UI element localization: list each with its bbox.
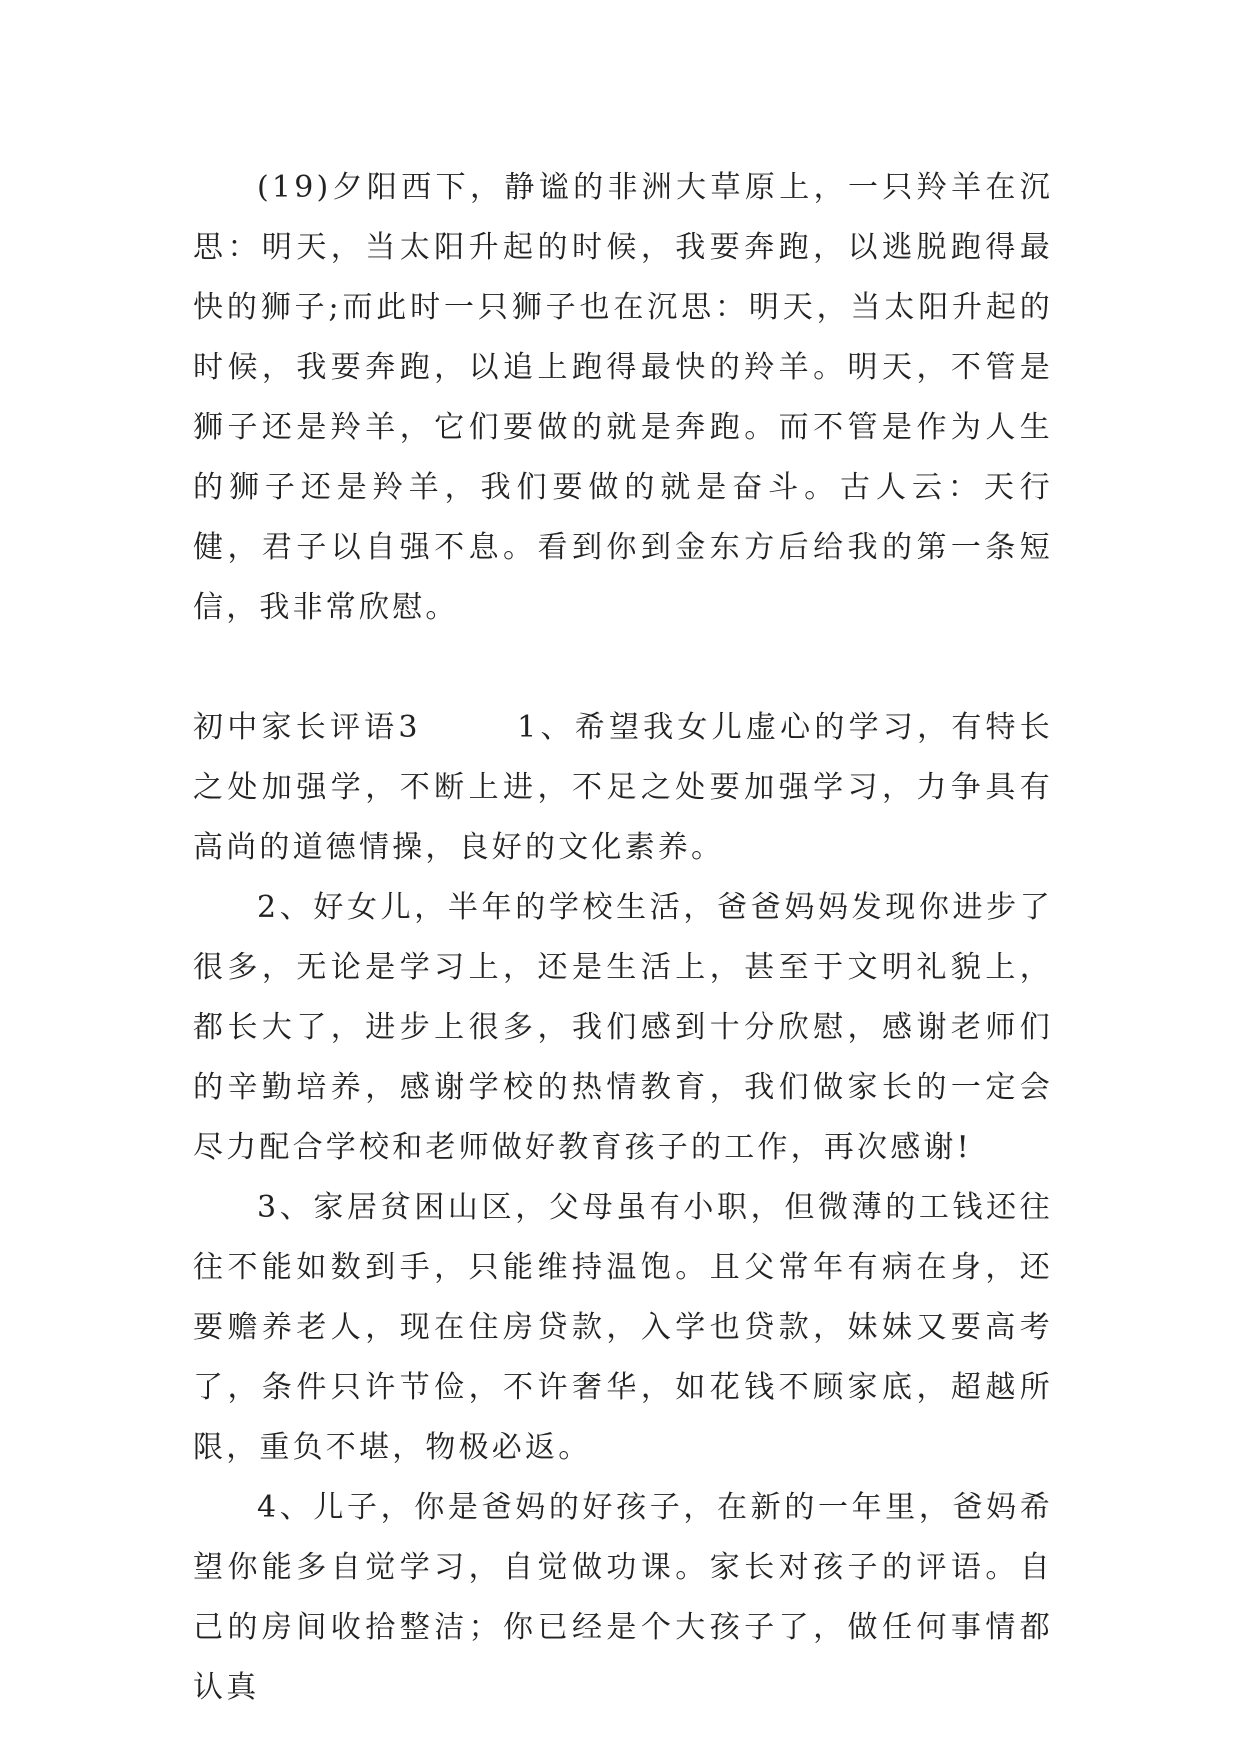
item-3: 3、家居贫困山区，父母虽有小职，但微薄的工钱还往往不能如数到手，只能维持温饱。且父常年有病在身，还要赡养老人，现在住房贷款，入学也贷款，妹妹又要高考了，条件只许节俭，不许奢华，如花钱不顾家底，超越所限，重负不堪，物极必返。 [193,1190,1053,1465]
item-2: 2、好女儿，半年的学校生活，爸爸妈妈发现你进步了很多，无论是学习上，还是生活上，甚至于文明礼貌上，都长大了，进步上很多，我们感到十分欣慰，感谢老师们的辛勤培养，感谢学校的热情教育，我们做家长的一定会尽力配合学校和老师做好教育孩子的工作，再次感谢! [193,890,1053,1165]
item-4: 4、儿子，你是爸妈的好孩子，在新的一年里，爸妈希望你能多自觉学习，自觉做功课。家长对孩子的评语。自己的房间收拾整洁；你已经是个大孩子了，做任何事情都认真 [193,1490,1053,1705]
item-1: 1、希望我女儿虚心的学习，有特长之处加强学，不断上进，不足之处要加强学习，力争具有高尚的道德情操，良好的文化素养。 [193,710,1053,865]
document-body [193,158,1053,1718]
section-paragraph [193,698,1053,878]
heading-spacer [421,710,517,745]
paragraph-spacer [193,638,1053,698]
paragraph-19: (19)夕阳西下，静谧的非洲大草原上，一只羚羊在沉思：明天，当太阳升起的时候，我要奔跑，以逃脱跑得最快的狮子;而此时一只狮子也在沉思：明天，当太阳升起的时候，我要奔跑，以追上跑得最快的羚羊。明天，不管是狮子还是羚羊，它们要做的就是奔跑。而不管是作为人生的狮子还是羚羊，我们要做的就是奋斗。古人云：天行健，君子以自强不息。看到你到金东方后给我的第一条短信，我非常欣慰。 [193,170,1053,625]
section-heading: 初中家长评语3 [193,710,421,745]
